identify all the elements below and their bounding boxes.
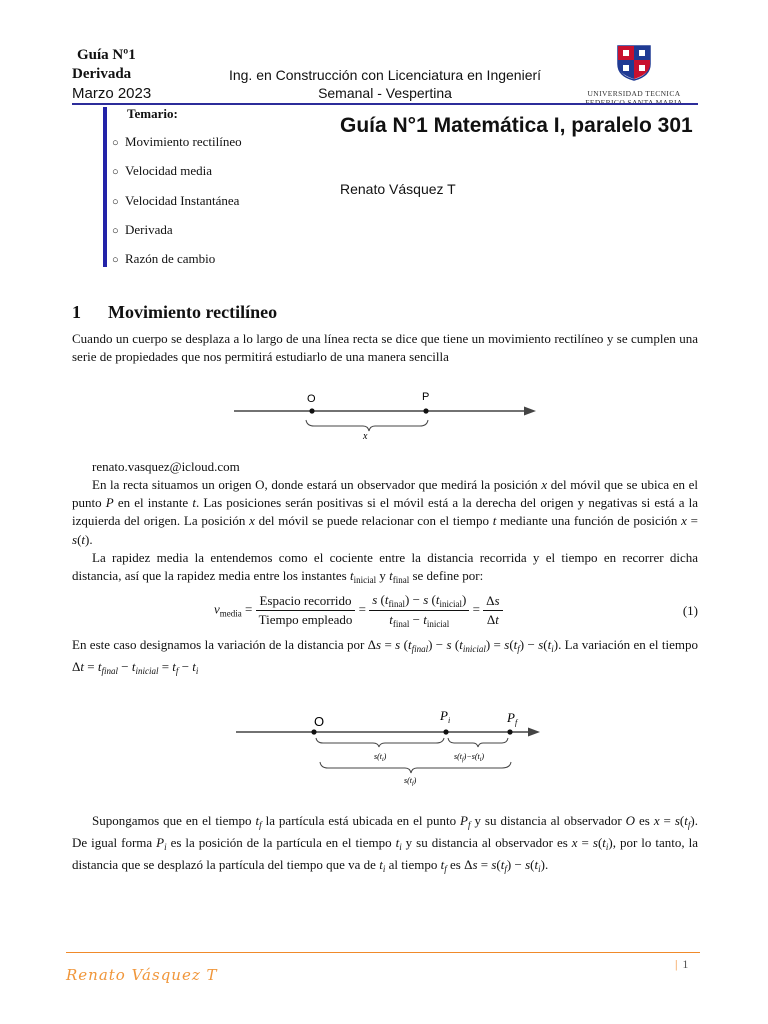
label-s-diff: $s(t_f)-s(t_i)$ bbox=[454, 752, 485, 763]
page-separator: | bbox=[675, 957, 678, 971]
temario-box bbox=[112, 106, 312, 280]
label-origin: O bbox=[314, 714, 325, 729]
page-number: | 1 bbox=[675, 957, 689, 971]
section-number: 1 bbox=[72, 302, 81, 322]
paragraph-origin: En la recta situamos un origen O, donde estará un observador que medirá la posición x del móvil que se ubica en el punto P en el instante t. Las posiciones serán positivas si el móvil está a la derecha del origen y negativas si está a la izquierda del origen. La posición x del móvil se puede relacionar con el tiempo t mediante una función de posición x = s(t). bbox=[72, 477, 698, 547]
header-schedule: Semanal - Vespertina bbox=[318, 85, 452, 101]
circle-bullet-icon: ○ bbox=[112, 166, 119, 179]
label-origin: O bbox=[307, 393, 316, 405]
footer-signature: Renato Vásquez T bbox=[66, 966, 218, 984]
brace-x bbox=[306, 420, 428, 431]
header-guide-number: Guía Nº1 bbox=[77, 47, 136, 63]
figure-number-line-displacement bbox=[230, 702, 546, 786]
point-pi bbox=[443, 729, 448, 734]
document-title: Guía N°1 Matemática I, paralelo 301 bbox=[340, 114, 693, 137]
point-pf bbox=[507, 729, 512, 734]
document-author: Renato Vásquez T bbox=[340, 181, 456, 197]
paragraph-delta: En este caso designamos la variación de la distancia por Δs = s $(t_{final}) - s$ $(t_{inicial}) = s(t_f) - s(t_i)$. La variación en el tiempo $\Delta t = t_{final} - t_{inicial} = t_f - t_i$ bbox=[72, 637, 698, 677]
footer-rule bbox=[66, 952, 700, 953]
label-pf: $P_f$ bbox=[507, 710, 518, 727]
temario-bar bbox=[103, 107, 107, 267]
label-pi: $P_i$ bbox=[440, 708, 451, 725]
label-x: x bbox=[363, 431, 368, 442]
header-topic: Derivada bbox=[72, 66, 132, 82]
point-p bbox=[423, 408, 428, 413]
temario-title: Temario: bbox=[127, 106, 178, 121]
equation-mean-velocity bbox=[72, 592, 698, 632]
point-origin bbox=[311, 729, 316, 734]
point-origin bbox=[309, 408, 314, 413]
brace-s-ti bbox=[316, 738, 444, 747]
temario-item: ○ Derivada bbox=[112, 221, 173, 237]
equation-body: $v_{media}$ = $\frac{\text{Espacio recorrido}}{\text{Tiempo empleado}}$ = $\frac{s (t_{final}) - s (t_{inicial})}{t_{final} - t_{inicial}}$ = $\frac{\Delta s}{\Delta t}$ bbox=[214, 592, 503, 629]
temario-item: ○ Velocidad media bbox=[112, 163, 212, 179]
arrow-head-icon bbox=[528, 728, 540, 737]
header-rule bbox=[72, 103, 698, 105]
label-s-ti: $s(t_i)$ bbox=[374, 752, 387, 763]
paragraph-particle: Supongamos que en el tiempo $t_f$ la partícula está ubicada en el punto $P_f$ y su distancia al observador O es $x = s(t_f)$. De igual forma $P_i$ es la posición de la partícula en el tiempo $t_i$ y su distancia al observador es $x = s(t_i)$, por lo tanto, la distancia que se desplazó la partícula del tiempo que va de $t_i$ al tiempo $t_f$ es $\Delta s = s(t_f) - s(t_i)$. bbox=[72, 813, 698, 875]
temario-item: ○ Razón de cambio bbox=[112, 251, 216, 267]
fraction-delta-ratio: $\frac{\Delta s}{\Delta t}$ bbox=[483, 593, 502, 628]
university-name-line1: UNIVERSIDAD TECNICA bbox=[587, 89, 681, 98]
header-program bbox=[220, 66, 550, 102]
label-s-tf: $s(t_f)$ bbox=[404, 776, 417, 786]
temario-item: ○ Velocidad Instantánea bbox=[112, 192, 240, 208]
university-crest-icon bbox=[614, 44, 654, 82]
intro-paragraph: Cuando un cuerpo se desplaza a lo largo de una línea recta se dice que tiene un movimiento rectilíneo y se cumplen una serie de propiedades que nos permitirá estudiarlo de una manera sencilla bbox=[72, 331, 698, 365]
brace-s-diff bbox=[448, 738, 508, 747]
header-course-info bbox=[72, 46, 151, 103]
circle-bullet-icon: ○ bbox=[112, 137, 119, 149]
circle-bullet-icon: ○ bbox=[112, 224, 119, 237]
figure-number-line-op bbox=[230, 386, 542, 444]
equation-number: (1) bbox=[682, 603, 698, 618]
section-heading bbox=[72, 302, 277, 323]
header-program-name: Ing. en Construcción con Licenciatura en Ingenierí bbox=[228, 67, 542, 83]
university-name-line2: FEDERICO SANTA MARIA bbox=[585, 98, 683, 107]
university-logo bbox=[578, 44, 690, 107]
fraction-space-time: $\frac{\text{Espacio recorrido}}{\text{Tiempo empleado}}$ bbox=[256, 593, 356, 628]
section-title: Movimiento rectilíneo bbox=[108, 302, 278, 322]
temario-item: ○ Movimiento rectilíneo bbox=[112, 134, 242, 149]
label-p: P bbox=[422, 391, 430, 403]
header-date: Marzo 2023 bbox=[72, 85, 152, 102]
author-email: renato.vasquez@icloud.com bbox=[92, 459, 240, 474]
footnote-email bbox=[72, 458, 698, 476]
circle-bullet-icon: ○ bbox=[112, 195, 119, 208]
circle-bullet-icon: ○ bbox=[112, 254, 119, 267]
paragraph-mean-speed: La rapidez media la entendemos como el cociente entre la distancia recorrida y el tiempo en recorrer dicha distancia, así que la rapidez media entre los instantes $t_{inicial}$ y $t_{final}$ se define por: bbox=[72, 550, 698, 586]
fraction-delta-s: $\frac{s (t_{final}) - s (t_{inicial})}{t_{final} - t_{inicial}}$ bbox=[369, 592, 469, 629]
brace-s-tf bbox=[320, 762, 511, 773]
arrow-head-icon bbox=[524, 407, 536, 416]
